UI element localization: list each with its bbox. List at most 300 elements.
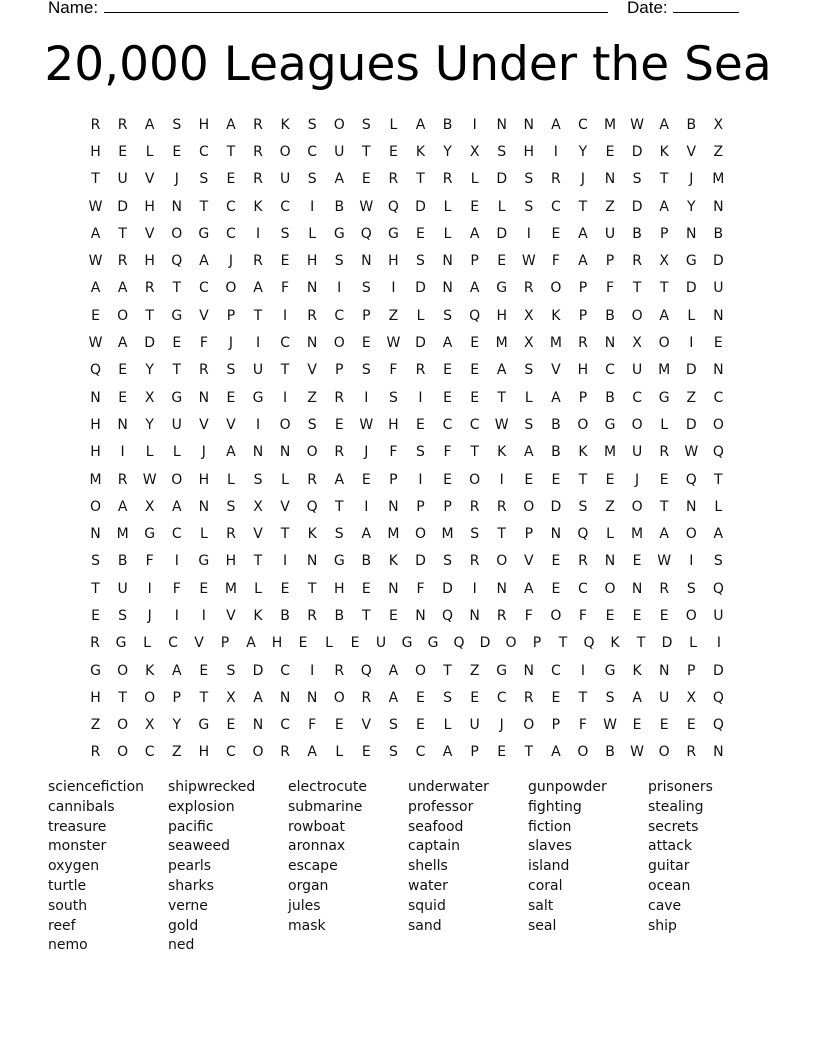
grid-row — [82, 275, 732, 302]
grid-letter: D — [144, 335, 156, 352]
grid-letter: E — [199, 580, 209, 597]
word-list-item: treasure — [48, 818, 107, 835]
grid-letter: E — [361, 744, 371, 761]
grid-letter: T — [659, 171, 669, 188]
grid-letter: G — [198, 717, 210, 734]
grid-letter: T — [172, 362, 182, 379]
grid-letter: I — [364, 498, 369, 515]
grid-letter: F — [605, 280, 615, 297]
grid-letter: P — [226, 307, 236, 324]
word-list-item: seal — [528, 917, 557, 934]
grid-letter: R — [307, 307, 318, 324]
grid-letter: A — [551, 389, 561, 406]
grid-letter: S — [280, 225, 290, 242]
grid-letter: K — [659, 143, 669, 160]
grid-letter: B — [334, 198, 345, 215]
grid-letter: R — [307, 471, 318, 488]
grid-letter: X — [523, 335, 534, 352]
grid-letter: E — [551, 225, 561, 242]
grid-letter: Y — [172, 717, 182, 734]
grid-row — [82, 138, 732, 165]
grid-letter: C — [198, 143, 209, 160]
grid-letter: F — [416, 580, 425, 597]
grid-letter: M — [387, 526, 400, 543]
grid-letter: A — [90, 280, 101, 297]
grid-letter: S — [361, 280, 371, 297]
grid-letter: A — [415, 116, 426, 133]
grid-letter: B — [605, 307, 615, 324]
grid-letter: N — [713, 198, 724, 215]
grid-letter: T — [199, 198, 209, 215]
grid-letter: S — [388, 389, 398, 406]
grid-letter: K — [497, 444, 507, 461]
grid-letter: N — [713, 307, 724, 324]
grid-letter: P — [416, 498, 425, 515]
grid-letter: O — [171, 471, 183, 488]
grid-letter: T — [416, 171, 425, 188]
grid-letter: E — [118, 143, 128, 160]
grid-letter: P — [687, 662, 696, 679]
grid-letter: X — [686, 689, 697, 706]
grid-letter: I — [255, 416, 261, 433]
grid-letter: H — [523, 143, 535, 160]
grid-letter: E — [551, 689, 561, 706]
word-list-item: shipwrecked — [168, 779, 256, 795]
grid-letter: E — [497, 253, 507, 270]
grid-letter: T — [280, 362, 290, 379]
grid-letter: O — [550, 607, 562, 624]
grid-letter: C — [632, 389, 642, 406]
grid-letter: H — [198, 116, 210, 133]
grid-letter: A — [90, 225, 101, 242]
grid-row — [82, 493, 732, 520]
grid-letter: M — [495, 335, 508, 352]
grid-letter: O — [496, 553, 508, 570]
grid-letter: R — [226, 526, 236, 543]
grid-letter: O — [252, 744, 264, 761]
grid-letter: H — [388, 253, 399, 270]
grid-letter: H — [271, 635, 283, 652]
grid-row — [82, 657, 732, 684]
grid-letter: S — [307, 416, 317, 433]
grid-letter: P — [524, 526, 534, 543]
grid-letter: O — [333, 116, 345, 133]
grid-letter: G — [658, 389, 670, 406]
grid-letter: L — [714, 498, 723, 515]
grid-letter: M — [658, 362, 671, 379]
grid-letter: O — [117, 662, 129, 679]
grid-letter: I — [255, 335, 261, 352]
grid-letter: J — [580, 171, 586, 188]
grid-letter: U — [334, 143, 345, 160]
grid-letter: A — [144, 116, 155, 133]
grid-letter: T — [307, 580, 317, 597]
grid-letter: H — [144, 198, 155, 215]
grid-letter: M — [712, 171, 725, 188]
grid-letter: T — [659, 280, 669, 297]
grid-letter: E — [118, 389, 128, 406]
grid-letter: X — [713, 116, 724, 133]
grid-letter: C — [578, 116, 588, 133]
grid-letter: A — [334, 171, 345, 188]
grid-letter: X — [469, 143, 480, 160]
grid-letter: R — [578, 553, 588, 570]
grid-letter: A — [659, 116, 669, 133]
word-list-item: coral — [528, 877, 563, 894]
grid-letter: J — [228, 253, 233, 270]
grid-letter: A — [659, 526, 669, 543]
grid-letter: B — [442, 116, 453, 133]
grid-letter: F — [389, 444, 398, 461]
grid-letter: F — [578, 717, 587, 734]
grid-letter: I — [255, 225, 261, 242]
grid-letter: P — [659, 225, 669, 242]
grid-letter: F — [145, 553, 154, 570]
grid-letter: E — [605, 143, 615, 160]
grid-letter: N — [604, 335, 616, 352]
grid-letter: R — [253, 171, 263, 188]
grid-row — [82, 630, 732, 657]
grid-letter: L — [497, 198, 506, 215]
grid-letter: L — [325, 635, 333, 652]
grid-letter: N — [252, 717, 264, 734]
grid-letter: M — [224, 580, 237, 597]
grid-letter: R — [253, 143, 263, 160]
grid-letter: X — [144, 389, 155, 406]
grid-letter: O — [685, 607, 697, 624]
grid-letter: G — [685, 253, 697, 270]
grid-letter: L — [335, 744, 344, 761]
word-list — [48, 778, 768, 956]
grid-letter: U — [171, 416, 182, 433]
grid-letter: X — [253, 498, 263, 515]
grid-letter: S — [334, 526, 344, 543]
grid-letter: R — [659, 580, 670, 597]
grid-letter: B — [551, 416, 561, 433]
grid-letter: N — [388, 580, 399, 597]
grid-letter: E — [361, 471, 371, 488]
grid-letter: L — [524, 389, 533, 406]
grid-letter: V — [686, 143, 697, 160]
word-list-item: aronnax — [288, 838, 346, 855]
grid-letter: F — [443, 444, 452, 461]
grid-letter: W — [142, 471, 157, 488]
grid-letter: L — [660, 416, 669, 433]
grid-letter: N — [496, 116, 507, 133]
grid-letter: L — [416, 307, 425, 324]
word-list-item: explosion — [168, 798, 235, 815]
word-list-column — [168, 778, 288, 956]
grid-letter: K — [388, 553, 398, 570]
grid-letter: S — [91, 553, 100, 570]
grid-letter: E — [443, 389, 452, 406]
grid-letter: N — [604, 553, 616, 570]
grid-letter: E — [298, 635, 308, 652]
grid-letter: A — [551, 116, 561, 133]
grid-letter: T — [91, 171, 100, 188]
grid-letter: N — [631, 580, 643, 597]
grid-letter: N — [686, 498, 697, 515]
grid-letter: R — [90, 744, 101, 761]
grid-letter: X — [144, 717, 155, 734]
puzzle-title: 20,000 Leagues Under the Sea — [44, 37, 772, 92]
grid-letter: N — [388, 498, 399, 515]
grid-row — [82, 302, 732, 329]
grid-letter: M — [603, 116, 617, 133]
grid-letter: D — [661, 635, 673, 652]
word-list-item: submarine — [288, 798, 363, 815]
word-list-item: professor — [408, 798, 474, 815]
grid-letter: Z — [605, 498, 615, 515]
grid-letter: N — [442, 280, 453, 297]
grid-letter: C — [226, 198, 236, 215]
word-list-item: gunpowder — [528, 779, 607, 795]
grid-letter: L — [143, 635, 151, 652]
grid-letter: U — [375, 635, 387, 652]
grid-letter: R — [280, 744, 290, 761]
grid-letter: T — [334, 498, 344, 515]
grid-letter: A — [199, 253, 209, 270]
grid-letter: E — [334, 717, 344, 734]
grid-letter: S — [226, 362, 236, 379]
grid-letter: E — [497, 744, 507, 761]
grid-letter: N — [117, 416, 128, 433]
grid-letter: H — [333, 580, 345, 597]
grid-letter: K — [253, 607, 263, 624]
grid-letter: L — [470, 171, 479, 188]
grid-letter: U — [713, 607, 724, 624]
grid-letter: U — [252, 362, 264, 379]
grid-letter: W — [386, 335, 401, 352]
grid-letter: A — [307, 744, 317, 761]
grid-letter: C — [171, 526, 182, 543]
grid-letter: O — [631, 416, 643, 433]
grid-letter: N — [469, 607, 480, 624]
grid-letter: N — [198, 498, 210, 515]
grid-letter: V — [226, 607, 236, 624]
word-list-item: slaves — [528, 838, 572, 855]
grid-letter: T — [145, 307, 154, 324]
word-list-item: cave — [648, 897, 682, 914]
grid-letter: N — [306, 335, 318, 352]
grid-letter: T — [578, 198, 588, 215]
word-list-item: water — [408, 877, 448, 894]
grid-letter: Z — [686, 389, 697, 406]
worksheet-header — [48, 0, 748, 20]
grid-letter: D — [496, 171, 508, 188]
grid-letter: E — [686, 717, 696, 734]
grid-letter: V — [144, 171, 155, 188]
grid-letter: E — [659, 607, 669, 624]
grid-letter: E — [361, 171, 371, 188]
grid-letter: O — [685, 526, 697, 543]
grid-letter: Q — [453, 635, 465, 652]
grid-letter: A — [578, 253, 588, 270]
word-list-item: monster — [48, 838, 107, 855]
grid-letter: H — [198, 744, 210, 761]
grid-letter: S — [524, 171, 534, 188]
grid-letter: Y — [145, 416, 154, 433]
grid-letter: A — [117, 335, 128, 352]
grid-letter: C — [442, 416, 453, 433]
grid-letter: I — [364, 389, 369, 406]
grid-letter: L — [687, 307, 696, 324]
grid-letter: G — [90, 662, 101, 679]
grid-letter: I — [418, 389, 423, 406]
grid-letter: E — [226, 389, 236, 406]
grid-letter: A — [388, 662, 399, 679]
grid-letter: T — [443, 662, 452, 679]
grid-letter: E — [605, 471, 615, 488]
grid-letter: B — [605, 744, 615, 761]
grid-letter: I — [499, 471, 504, 488]
word-search-grid — [82, 111, 732, 766]
grid-row — [82, 220, 732, 247]
grid-letter: D — [685, 280, 697, 297]
grid-letter: C — [226, 744, 236, 761]
grid-letter: P — [578, 389, 588, 406]
grid-letter: E — [524, 471, 534, 488]
grid-letter: Q — [583, 635, 595, 652]
grid-letter: L — [281, 471, 289, 488]
word-list-item: pearls — [168, 858, 212, 875]
grid-letter: R — [307, 607, 318, 624]
grid-letter: A — [253, 689, 263, 706]
grid-letter: M — [549, 335, 562, 352]
grid-letter: S — [686, 580, 696, 597]
grid-row — [82, 111, 732, 138]
grid-letter: D — [631, 198, 643, 215]
grid-letter: X — [523, 307, 534, 324]
grid-letter: T — [659, 498, 669, 515]
grid-letter: C — [144, 744, 155, 761]
grid-letter: T — [226, 143, 236, 160]
grid-letter: P — [389, 471, 398, 488]
grid-letter: O — [505, 635, 517, 652]
grid-letter: D — [496, 225, 508, 242]
grid-letter: O — [279, 143, 291, 160]
grid-letter: E — [470, 362, 480, 379]
grid-letter: W — [684, 444, 699, 461]
grid-letter: T — [362, 607, 371, 624]
grid-letter: U — [469, 717, 480, 734]
grid-letter: H — [577, 362, 589, 379]
grid-letter: T — [497, 526, 506, 543]
word-list-item: mask — [288, 917, 326, 934]
grid-letter: Q — [712, 717, 724, 734]
grid-letter: R — [117, 253, 128, 270]
grid-letter: E — [632, 607, 642, 624]
grid-letter: P — [605, 253, 615, 270]
grid-letter: W — [88, 335, 103, 352]
grid-letter: U — [604, 225, 616, 242]
grid-letter: W — [630, 116, 645, 133]
grid-letter: A — [524, 580, 534, 597]
grid-letter: E — [416, 717, 425, 734]
grid-letter: O — [550, 280, 562, 297]
grid-letter: I — [120, 444, 125, 461]
word-list-column — [648, 778, 768, 956]
grid-letter: E — [470, 389, 480, 406]
word-list-column — [528, 778, 648, 956]
grid-letter: K — [145, 662, 155, 679]
grid-letter: D — [479, 635, 491, 652]
grid-letter: O — [631, 498, 643, 515]
grid-letter: T — [118, 689, 127, 706]
grid-letter: D — [252, 662, 264, 679]
grid-letter: G — [198, 225, 210, 242]
word-list-item: reef — [48, 917, 76, 934]
grid-letter: H — [225, 553, 237, 570]
grid-letter: Z — [171, 744, 182, 761]
grid-letter: I — [391, 280, 396, 297]
word-list-item: electrocute — [288, 779, 367, 795]
grid-letter: E — [470, 198, 480, 215]
grid-letter: V — [253, 526, 263, 543]
grid-letter: D — [712, 662, 724, 679]
grid-letter: M — [603, 444, 617, 461]
grid-letter: V — [144, 225, 155, 242]
grid-letter: D — [415, 553, 426, 570]
grid-letter: R — [117, 471, 128, 488]
word-list-item: seafood — [408, 818, 464, 835]
grid-letter: F — [199, 335, 208, 352]
grid-letter: M — [441, 526, 454, 543]
grid-letter: O — [577, 744, 589, 761]
grid-letter: L — [254, 580, 262, 597]
word-list-item: sharks — [168, 877, 214, 894]
grid-letter: P — [335, 362, 344, 379]
grid-letter: U — [117, 171, 128, 188]
grid-letter: V — [194, 635, 204, 652]
grid-letter: S — [253, 471, 263, 488]
grid-letter: N — [90, 526, 101, 543]
grid-letter: O — [171, 225, 183, 242]
grid-letter: U — [117, 580, 128, 597]
grid-letter: R — [551, 171, 561, 188]
grid-letter: O — [712, 416, 724, 433]
grid-letter: Q — [306, 498, 318, 515]
grid-letter: R — [523, 689, 534, 706]
grid-letter: P — [578, 307, 588, 324]
grid-letter: E — [350, 635, 360, 652]
grid-letter: U — [631, 444, 643, 461]
grid-letter: N — [550, 526, 562, 543]
grid-letter: O — [279, 416, 291, 433]
grid-letter: A — [226, 116, 236, 133]
grid-letter: T — [632, 280, 642, 297]
grid-letter: V — [551, 362, 561, 379]
word-list-item: escape — [288, 858, 338, 875]
grid-row — [82, 166, 732, 193]
grid-letter: I — [418, 471, 423, 488]
grid-letter: S — [605, 689, 615, 706]
grid-letter: H — [90, 143, 101, 160]
grid-letter: H — [388, 416, 399, 433]
grid-letter: E — [659, 717, 669, 734]
grid-letter: R — [253, 253, 263, 270]
grid-letter: F — [578, 607, 587, 624]
grid-letter: Y — [443, 143, 452, 160]
grid-letter: T — [636, 635, 646, 652]
grid-letter: K — [280, 116, 290, 133]
name-label: Name: — [48, 0, 99, 17]
grid-letter: B — [713, 225, 724, 242]
word-list-item: nemo — [48, 937, 88, 954]
grid-letter: I — [283, 553, 288, 570]
grid-letter: O — [414, 662, 426, 679]
grid-letter: T — [172, 280, 182, 297]
